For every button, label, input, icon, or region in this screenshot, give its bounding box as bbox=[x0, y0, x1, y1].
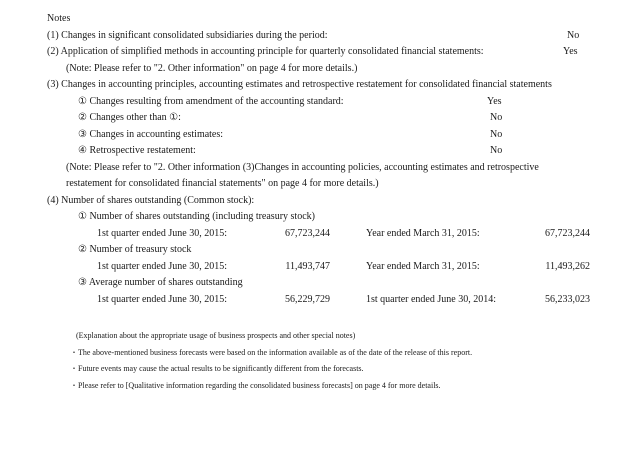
explanation-bullet-1: ・The above-mentioned business forecasts were based on the information available as of the date of the release of this report. bbox=[70, 348, 473, 357]
shares-group-3-period-a: 1st quarter ended June 30, 2015: bbox=[97, 294, 227, 305]
shares-group-1-value-b: 67,723,244 bbox=[545, 228, 590, 239]
note-3-sub-2-value: No bbox=[490, 112, 503, 123]
note-4-label: (4) Number of shares outstanding (Common stock): bbox=[47, 195, 255, 206]
note-3-remark-line-2: restatement for consolidated financial statements" on page 4 for more details.) bbox=[66, 178, 379, 189]
shares-group-2-period-a: 1st quarter ended June 30, 2015: bbox=[97, 261, 227, 272]
shares-group-1-period-b: Year ended March 31, 2015: bbox=[366, 228, 480, 239]
note-3-sub-3-label: ③ Changes in accounting estimates: bbox=[78, 129, 224, 140]
shares-group-1-value-a: 67,723,244 bbox=[285, 228, 330, 239]
shares-group-3-value-a: 56,229,729 bbox=[285, 294, 330, 305]
note-2-label: (2) Application of simplified methods in accounting principle for quarterly consolidated financial statements: bbox=[47, 46, 484, 57]
note-3-sub-1-label: ① Changes resulting from amendment of the accounting standard: bbox=[78, 96, 344, 107]
shares-group-3-title: ③ Average number of shares outstanding bbox=[78, 277, 243, 288]
explanation-bullet-3: ・Please refer to [Qualitative information regarding the consolidated business forecasts] on page 4 for more details. bbox=[70, 381, 441, 390]
notes-heading: Notes bbox=[47, 13, 71, 24]
shares-group-3-period-b: 1st quarter ended June 30, 2014: bbox=[366, 294, 496, 305]
shares-group-2-title: ② Number of treasury stock bbox=[78, 244, 192, 255]
note-3-sub-3-value: No bbox=[490, 129, 503, 140]
shares-group-3-value-b: 56,233,023 bbox=[545, 294, 590, 305]
explanation-bullet-2: ・Future events may cause the actual results to be significantly different from the forecasts. bbox=[70, 364, 364, 373]
shares-group-1-period-a: 1st quarter ended June 30, 2015: bbox=[97, 228, 227, 239]
explanation-heading: (Explanation about the appropriate usage of business prospects and other special notes) bbox=[76, 331, 356, 340]
note-3-sub-4-label: ④ Retrospective restatement: bbox=[78, 145, 196, 156]
note-3-sub-2-label: ② Changes other than ①: bbox=[78, 112, 181, 123]
shares-group-2-period-b: Year ended March 31, 2015: bbox=[366, 261, 480, 272]
note-2-value: Yes bbox=[563, 46, 578, 57]
note-3-sub-1-value: Yes bbox=[487, 96, 502, 107]
note-3-remark-line-1: (Note: Please refer to "2. Other information (3)Changes in accounting policies, accounting estimates and retrospective bbox=[66, 162, 539, 173]
note-3-sub-4-value: No bbox=[490, 145, 503, 156]
shares-group-2-value-a: 11,493,747 bbox=[285, 261, 330, 272]
shares-group-2-value-b: 11,493,262 bbox=[545, 261, 590, 272]
shares-group-1-title: ① Number of shares outstanding (including treasury stock) bbox=[78, 211, 315, 222]
note-3-label: (3) Changes in accounting principles, accounting estimates and retrospective restatement for consolidated financial statements bbox=[47, 79, 552, 90]
note-1-value: No bbox=[567, 30, 580, 41]
note-2-remark: (Note: Please refer to "2. Other information" on page 4 for more details.) bbox=[66, 63, 358, 74]
note-1-label: (1) Changes in significant consolidated subsidiaries during the period: bbox=[47, 30, 328, 41]
